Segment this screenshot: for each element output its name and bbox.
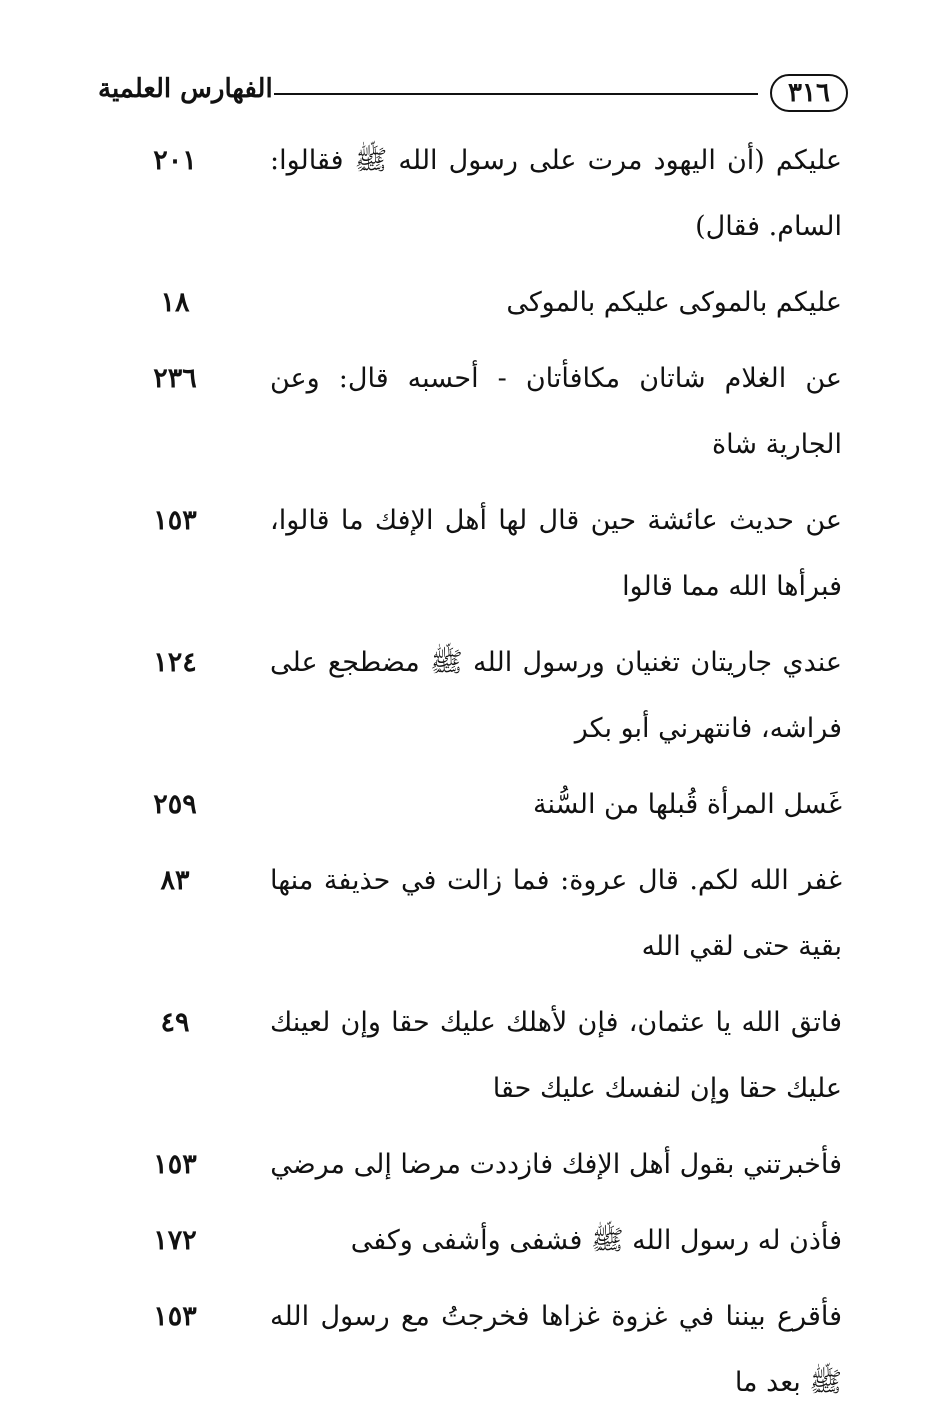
index-entry [130, 630, 842, 762]
entry-page-number: ١٧٢ [153, 1225, 197, 1256]
entry-page-number: ٤٩ [160, 1007, 190, 1038]
hadith-index-list [130, 128, 842, 1426]
entry-text: عليكم (أن اليهود مرت على رسول الله ﷺ فقالوا: السام. فقال) [270, 145, 842, 242]
entry-page-number: ١٢٤ [153, 647, 197, 678]
entry-page-number: ١٨ [160, 287, 190, 318]
entry-page-number: ٢٣٦ [153, 363, 197, 394]
index-entry [130, 270, 842, 336]
page-number: ٣١٦ [770, 74, 848, 112]
entry-text: فأخبرتني بقول أهل الإفك فازددت مرضا إلى مرضي [270, 1149, 842, 1180]
entry-text: فأقرع بيننا في غزوة غزاها فخرجتُ مع رسول الله ﷺ بعد ما [270, 1301, 842, 1398]
index-entry [130, 990, 842, 1122]
entry-text: فاتق الله يا عثمان، فإن لأهلك عليك حقا وإن لعينك عليك حقا وإن لنفسك عليك حقا [270, 1007, 842, 1104]
section-title: الفهارس العلمية [98, 74, 273, 104]
entry-page-number: ١٥٣ [153, 505, 197, 536]
entry-page-number: ٢٠١ [153, 145, 197, 176]
entry-page-number: ٢٥٩ [153, 789, 197, 820]
entry-text: عن الغلام شاتان مكافأتان - أحسبه قال: وعن الجارية شاة [270, 363, 842, 460]
entry-text: غَسل المرأة قُبلها من السُّنة [533, 789, 842, 820]
header-rule [274, 93, 758, 95]
index-entry [130, 488, 842, 620]
index-entry [130, 772, 842, 838]
entry-text: عن حديث عائشة حين قال لها أهل الإفك ما قالوا، فبرأها الله مما قالوا [270, 505, 842, 602]
entry-text: عندي جاريتان تغنيان ورسول الله ﷺ مضطجع على فراشه، فانتهرني أبو بكر [270, 647, 842, 744]
index-entry [130, 128, 842, 260]
entry-page-number: ١٥٣ [153, 1301, 197, 1332]
entry-text: فأذن له رسول الله ﷺ فشفى وأشفى وكفى [350, 1225, 842, 1256]
entry-page-number: ٨٣ [160, 865, 190, 896]
page-header [98, 66, 848, 118]
entry-text: غفر الله لكم. قال عروة: فما زالت في حذيفة منها بقية حتى لقي الله [270, 865, 842, 962]
entry-page-number: ١٥٣ [153, 1149, 197, 1180]
entry-text: عليكم بالموكى عليكم بالموكى [506, 287, 842, 318]
index-entry [130, 848, 842, 980]
index-entry [130, 1132, 842, 1198]
index-entry [130, 1208, 842, 1274]
index-entry [130, 346, 842, 478]
index-entry [130, 1284, 842, 1416]
